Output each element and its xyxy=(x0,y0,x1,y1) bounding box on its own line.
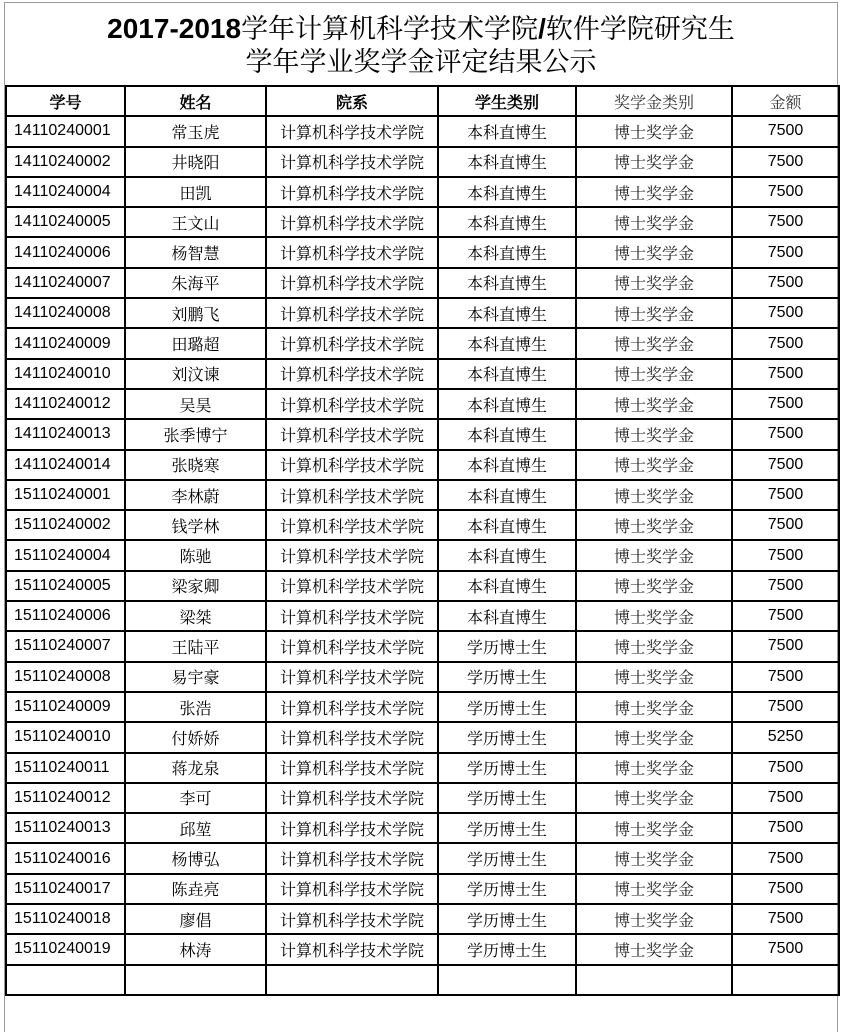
student-type-cell: 本科直博生 xyxy=(438,571,576,601)
table-row xyxy=(6,934,839,964)
table-row xyxy=(6,510,839,540)
name-cell: 陈垚亮 xyxy=(125,874,266,904)
student-id-cell: 15110240005 xyxy=(6,571,125,601)
table-row xyxy=(6,116,839,146)
amount-cell: 7500 xyxy=(732,601,839,631)
student-type-cell: 学历博士生 xyxy=(438,843,576,873)
student-type-cell: 本科直博生 xyxy=(438,116,576,146)
student-id-cell: 14110240013 xyxy=(6,419,125,449)
student-type-cell: 本科直博生 xyxy=(438,237,576,267)
name-cell: 王陆平 xyxy=(125,631,266,661)
amount-cell xyxy=(732,965,839,995)
table-row xyxy=(6,813,839,843)
name-cell: 田璐超 xyxy=(125,328,266,358)
table-row xyxy=(6,237,839,267)
scholarship-type-cell: 博士奖学金 xyxy=(576,601,732,631)
name-cell: 张季博宁 xyxy=(125,419,266,449)
amount-cell: 7500 xyxy=(732,268,839,298)
student-id-cell: 15110240004 xyxy=(6,540,125,570)
department-cell: 计算机科学技术学院 xyxy=(266,298,438,328)
table-row xyxy=(6,328,839,358)
amount-cell: 7500 xyxy=(732,116,839,146)
student-type-cell: 学历博士生 xyxy=(438,783,576,813)
department-cell: 计算机科学技术学院 xyxy=(266,813,438,843)
student-type-cell: 学历博士生 xyxy=(438,813,576,843)
amount-cell: 7500 xyxy=(732,298,839,328)
table-row xyxy=(6,631,839,661)
scholarship-type-cell: 博士奖学金 xyxy=(576,268,732,298)
student-type-cell: 本科直博生 xyxy=(438,419,576,449)
department-cell: 计算机科学技术学院 xyxy=(266,268,438,298)
table-row xyxy=(6,874,839,904)
student-type-cell: 本科直博生 xyxy=(438,389,576,419)
amount-cell: 7500 xyxy=(732,540,839,570)
amount-cell: 7500 xyxy=(732,843,839,873)
student-id-cell: 15110240006 xyxy=(6,601,125,631)
header-amount: 金额 xyxy=(732,86,839,116)
student-type-cell: 学历博士生 xyxy=(438,904,576,934)
amount-cell: 7500 xyxy=(732,813,839,843)
student-type-cell: 本科直博生 xyxy=(438,359,576,389)
student-type-cell: 学历博士生 xyxy=(438,934,576,964)
student-id-cell: 15110240016 xyxy=(6,843,125,873)
student-id-cell xyxy=(6,965,125,995)
scholarship-type-cell: 博士奖学金 xyxy=(576,389,732,419)
department-cell: 计算机科学技术学院 xyxy=(266,116,438,146)
student-type-cell: 学历博士生 xyxy=(438,692,576,722)
table-row xyxy=(6,843,839,873)
scholarship-type-cell: 博士奖学金 xyxy=(576,419,732,449)
table-row xyxy=(6,389,839,419)
table-row xyxy=(6,753,839,783)
name-cell: 梁家卿 xyxy=(125,571,266,601)
student-type-cell: 本科直博生 xyxy=(438,510,576,540)
table-row xyxy=(6,571,839,601)
name-cell: 邱堃 xyxy=(125,813,266,843)
student-type-cell: 本科直博生 xyxy=(438,147,576,177)
scholarship-type-cell: 博士奖学金 xyxy=(576,510,732,540)
header-student-type: 学生类别 xyxy=(438,86,576,116)
name-cell: 陈驰 xyxy=(125,540,266,570)
amount-cell: 7500 xyxy=(732,692,839,722)
student-id-cell: 14110240014 xyxy=(6,450,125,480)
student-id-cell: 15110240007 xyxy=(6,631,125,661)
table-row xyxy=(6,540,839,570)
title-line-1 xyxy=(5,12,837,47)
table-row xyxy=(6,298,839,328)
name-cell xyxy=(125,965,266,995)
department-cell: 计算机科学技术学院 xyxy=(266,662,438,692)
amount-cell: 7500 xyxy=(732,177,839,207)
student-id-cell: 15110240011 xyxy=(6,753,125,783)
department-cell: 计算机科学技术学院 xyxy=(266,843,438,873)
department-cell: 计算机科学技术学院 xyxy=(266,722,438,752)
name-cell: 田凯 xyxy=(125,177,266,207)
department-cell: 计算机科学技术学院 xyxy=(266,540,438,570)
table-row xyxy=(6,147,839,177)
name-cell: 张晓寒 xyxy=(125,450,266,480)
scholarship-type-cell: 博士奖学金 xyxy=(576,116,732,146)
department-cell: 计算机科学技术学院 xyxy=(266,783,438,813)
title-line-2: 学年学业奖学金评定结果公示 xyxy=(245,47,597,78)
department-cell: 计算机科学技术学院 xyxy=(266,177,438,207)
amount-cell: 7500 xyxy=(732,631,839,661)
student-id-cell: 15110240012 xyxy=(6,783,125,813)
student-id-cell: 14110240008 xyxy=(6,298,125,328)
student-id-cell: 15110240017 xyxy=(6,874,125,904)
amount-cell: 7500 xyxy=(732,510,839,540)
student-id-cell: 14110240010 xyxy=(6,359,125,389)
name-cell: 刘鹏飞 xyxy=(125,298,266,328)
student-id-cell: 14110240012 xyxy=(6,389,125,419)
student-type-cell: 本科直博生 xyxy=(438,601,576,631)
scholarship-type-cell: 博士奖学金 xyxy=(576,722,732,752)
name-cell: 林涛 xyxy=(125,934,266,964)
department-cell: 计算机科学技术学院 xyxy=(266,419,438,449)
department-cell: 计算机科学技术学院 xyxy=(266,934,438,964)
document-title xyxy=(5,3,837,83)
scholarship-type-cell: 博士奖学金 xyxy=(576,753,732,783)
table-body xyxy=(6,116,839,995)
header-student-id: 学号 xyxy=(6,86,125,116)
scholarship-type-cell: 博士奖学金 xyxy=(576,662,732,692)
scholarship-type-cell: 博士奖学金 xyxy=(576,328,732,358)
table-header-row xyxy=(6,86,839,116)
table-row xyxy=(6,904,839,934)
department-cell: 计算机科学技术学院 xyxy=(266,692,438,722)
scholarship-type-cell: 博士奖学金 xyxy=(576,147,732,177)
header-name: 姓名 xyxy=(125,86,266,116)
name-cell: 吴昊 xyxy=(125,389,266,419)
amount-cell: 7500 xyxy=(732,237,839,267)
table-row xyxy=(6,480,839,510)
student-id-cell: 14110240009 xyxy=(6,328,125,358)
student-id-cell: 14110240005 xyxy=(6,207,125,237)
student-id-cell: 15110240002 xyxy=(6,510,125,540)
student-type-cell: 学历博士生 xyxy=(438,874,576,904)
amount-cell: 5250 xyxy=(732,722,839,752)
student-id-cell: 14110240006 xyxy=(6,237,125,267)
department-cell: 计算机科学技术学院 xyxy=(266,510,438,540)
department-cell: 计算机科学技术学院 xyxy=(266,389,438,419)
table-row xyxy=(6,207,839,237)
student-type-cell: 本科直博生 xyxy=(438,298,576,328)
amount-cell: 7500 xyxy=(732,328,839,358)
scholarship-type-cell: 博士奖学金 xyxy=(576,874,732,904)
scholarship-type-cell: 博士奖学金 xyxy=(576,631,732,661)
amount-cell: 7500 xyxy=(732,904,839,934)
name-cell: 李可 xyxy=(125,783,266,813)
amount-cell: 7500 xyxy=(732,207,839,237)
scholarship-type-cell: 博士奖学金 xyxy=(576,692,732,722)
department-cell: 计算机科学技术学院 xyxy=(266,571,438,601)
amount-cell: 7500 xyxy=(732,783,839,813)
amount-cell: 7500 xyxy=(732,480,839,510)
student-id-cell: 14110240007 xyxy=(6,268,125,298)
name-cell: 常玉虎 xyxy=(125,116,266,146)
student-id-cell: 15110240009 xyxy=(6,692,125,722)
name-cell: 易宇豪 xyxy=(125,662,266,692)
student-type-cell xyxy=(438,965,576,995)
student-type-cell: 学历博士生 xyxy=(438,662,576,692)
name-cell: 王文山 xyxy=(125,207,266,237)
title-year: 2017-2018 xyxy=(107,13,242,44)
table-row xyxy=(6,965,839,995)
scholarship-type-cell: 博士奖学金 xyxy=(576,843,732,873)
student-id-cell: 15110240019 xyxy=(6,934,125,964)
amount-cell: 7500 xyxy=(732,419,839,449)
table-row xyxy=(6,662,839,692)
amount-cell: 7500 xyxy=(732,662,839,692)
amount-cell: 7500 xyxy=(732,147,839,177)
table-row xyxy=(6,601,839,631)
amount-cell: 7500 xyxy=(732,753,839,783)
department-cell: 计算机科学技术学院 xyxy=(266,207,438,237)
scholarship-type-cell: 博士奖学金 xyxy=(576,904,732,934)
scholarship-type-cell: 博士奖学金 xyxy=(576,450,732,480)
scholarship-type-cell: 博士奖学金 xyxy=(576,540,732,570)
student-id-cell: 15110240018 xyxy=(6,904,125,934)
name-cell: 井晓阳 xyxy=(125,147,266,177)
department-cell: 计算机科学技术学院 xyxy=(266,753,438,783)
table-row xyxy=(6,268,839,298)
amount-cell: 7500 xyxy=(732,874,839,904)
scholarship-type-cell: 博士奖学金 xyxy=(576,177,732,207)
student-id-cell: 15110240001 xyxy=(6,480,125,510)
scholarship-type-cell: 博士奖学金 xyxy=(576,237,732,267)
title-text-2: 软件学院研究生 xyxy=(545,14,735,45)
department-cell: 计算机科学技术学院 xyxy=(266,359,438,389)
scholarship-type-cell: 博士奖学金 xyxy=(576,571,732,601)
name-cell: 杨博弘 xyxy=(125,843,266,873)
table-row xyxy=(6,450,839,480)
header-department: 院系 xyxy=(266,86,438,116)
student-type-cell: 本科直博生 xyxy=(438,328,576,358)
department-cell: 计算机科学技术学院 xyxy=(266,147,438,177)
scholarship-type-cell: 博士奖学金 xyxy=(576,298,732,328)
student-type-cell: 本科直博生 xyxy=(438,268,576,298)
student-type-cell: 本科直博生 xyxy=(438,207,576,237)
document-sheet xyxy=(4,2,838,1032)
table-row xyxy=(6,359,839,389)
scholarship-type-cell: 博士奖学金 xyxy=(576,359,732,389)
student-id-cell: 15110240008 xyxy=(6,662,125,692)
student-type-cell: 本科直博生 xyxy=(438,177,576,207)
scholarship-type-cell xyxy=(576,965,732,995)
department-cell: 计算机科学技术学院 xyxy=(266,328,438,358)
student-type-cell: 本科直博生 xyxy=(438,540,576,570)
student-type-cell: 学历博士生 xyxy=(438,631,576,661)
student-type-cell: 本科直博生 xyxy=(438,450,576,480)
table-row xyxy=(6,783,839,813)
department-cell: 计算机科学技术学院 xyxy=(266,601,438,631)
department-cell: 计算机科学技术学院 xyxy=(266,631,438,661)
amount-cell: 7500 xyxy=(732,571,839,601)
scholarship-type-cell: 博士奖学金 xyxy=(576,783,732,813)
title-slash: / xyxy=(538,13,546,44)
department-cell: 计算机科学技术学院 xyxy=(266,237,438,267)
title-text-1: 学年计算机科学技术学院 xyxy=(241,14,539,45)
student-id-cell: 15110240013 xyxy=(6,813,125,843)
table-row xyxy=(6,692,839,722)
student-id-cell: 14110240002 xyxy=(6,147,125,177)
amount-cell: 7500 xyxy=(732,450,839,480)
department-cell: 计算机科学技术学院 xyxy=(266,480,438,510)
scholarship-table xyxy=(5,85,840,996)
name-cell: 朱海平 xyxy=(125,268,266,298)
amount-cell: 7500 xyxy=(732,934,839,964)
table-row xyxy=(6,419,839,449)
student-id-cell: 15110240010 xyxy=(6,722,125,752)
name-cell: 李林蔚 xyxy=(125,480,266,510)
table-row xyxy=(6,177,839,207)
student-type-cell: 本科直博生 xyxy=(438,480,576,510)
amount-cell: 7500 xyxy=(732,359,839,389)
name-cell: 蒋龙泉 xyxy=(125,753,266,783)
scholarship-type-cell: 博士奖学金 xyxy=(576,480,732,510)
name-cell: 钱学林 xyxy=(125,510,266,540)
department-cell: 计算机科学技术学院 xyxy=(266,904,438,934)
name-cell: 付娇娇 xyxy=(125,722,266,752)
department-cell xyxy=(266,965,438,995)
department-cell: 计算机科学技术学院 xyxy=(266,874,438,904)
scholarship-type-cell: 博士奖学金 xyxy=(576,934,732,964)
header-scholarship-type: 奖学金类别 xyxy=(576,86,732,116)
scholarship-type-cell: 博士奖学金 xyxy=(576,813,732,843)
student-id-cell: 14110240001 xyxy=(6,116,125,146)
name-cell: 张浩 xyxy=(125,692,266,722)
scholarship-type-cell: 博士奖学金 xyxy=(576,207,732,237)
name-cell: 廖倡 xyxy=(125,904,266,934)
amount-cell: 7500 xyxy=(732,389,839,419)
name-cell: 刘汶谏 xyxy=(125,359,266,389)
table-row xyxy=(6,722,839,752)
student-id-cell: 14110240004 xyxy=(6,177,125,207)
department-cell: 计算机科学技术学院 xyxy=(266,450,438,480)
student-type-cell: 学历博士生 xyxy=(438,753,576,783)
student-type-cell: 学历博士生 xyxy=(438,722,576,752)
name-cell: 梁桀 xyxy=(125,601,266,631)
name-cell: 杨智慧 xyxy=(125,237,266,267)
